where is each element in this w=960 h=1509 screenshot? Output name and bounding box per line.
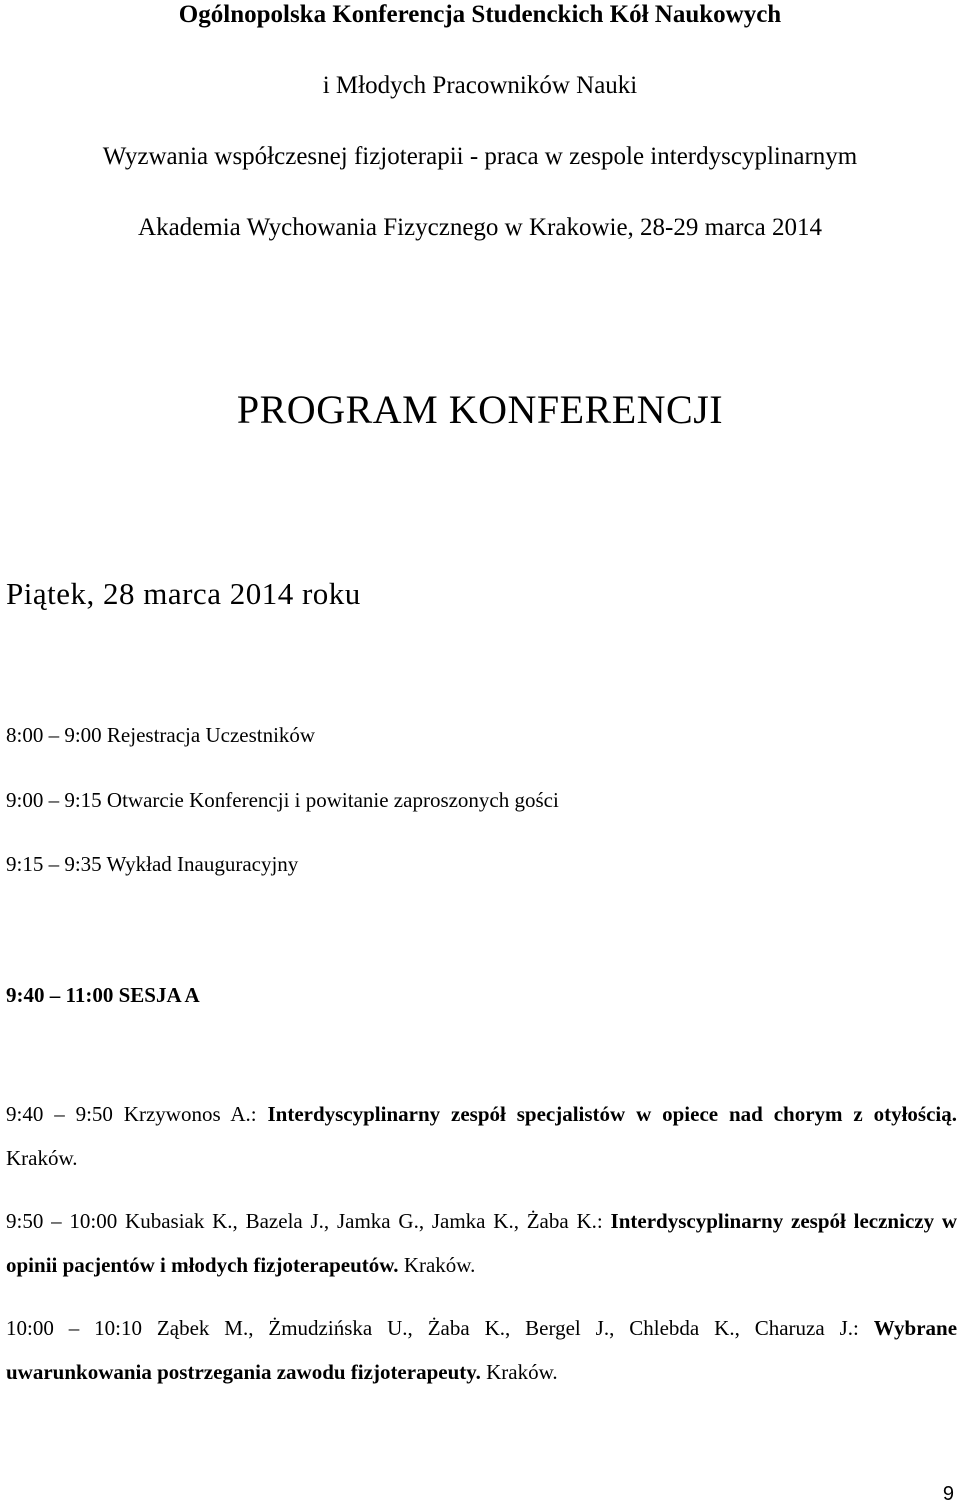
talk-authors: Ząbek M., Żmudzińska U., Żaba K., Bergel J., Chlebda K., Charuza J.: bbox=[156, 1316, 859, 1340]
program-title: PROGRAM KONFERENCJI bbox=[236, 387, 724, 432]
talk-entry bbox=[6, 1199, 957, 1287]
conference-title-line-2: i Młodych Pracowników Nauki bbox=[322, 72, 638, 99]
talk-title: Wybrane uwarunkowania postrzegania zawodu fizjoterapeuty. bbox=[6, 1316, 958, 1384]
session-title: SESJA A bbox=[118, 983, 200, 1007]
session-time: 9:40 – 11:00 bbox=[6, 983, 114, 1007]
schedule-item bbox=[6, 854, 298, 875]
schedule-time: 9:00 – 9:15 bbox=[6, 788, 102, 812]
talk-entry bbox=[6, 1306, 957, 1394]
talk-time: 9:50 – 10:00 bbox=[6, 1209, 118, 1233]
talk-time: 9:40 – 9:50 bbox=[6, 1102, 113, 1126]
conference-theme: Wyzwania współczesnej fizjoterapii - praca w zespole interdyscyplinarnym bbox=[102, 143, 858, 170]
schedule-item bbox=[6, 725, 315, 746]
schedule-time: 9:15 – 9:35 bbox=[6, 852, 102, 876]
schedule-time: 8:00 – 9:00 bbox=[6, 723, 102, 747]
session-heading bbox=[6, 985, 200, 1006]
talk-entry bbox=[6, 1092, 957, 1180]
schedule-event: Rejestracja Uczestników bbox=[106, 723, 316, 747]
conference-venue-date: Akademia Wychowania Fizycznego w Krakowie, 28-29 marca 2014 bbox=[138, 214, 822, 241]
conference-title-line-1: Ogólnopolska Konferencja Studenckich Kół Naukowych bbox=[178, 1, 782, 28]
talk-authors: Kubasiak K., Bazela J., Jamka G., Jamka K., Żaba K.: bbox=[125, 1209, 603, 1233]
talk-title: Interdyscyplinarny zespół leczniczy w opinii pacjentów i młodych fizjoterapeutów. bbox=[6, 1209, 958, 1277]
schedule-event: Otwarcie Konferencji i powitanie zaproszonych gości bbox=[106, 788, 559, 812]
page-number: 9 bbox=[942, 1483, 954, 1505]
talk-city: Kraków. bbox=[403, 1253, 476, 1277]
schedule-event: Wykład Inauguracyjny bbox=[106, 852, 299, 876]
talk-city: Kraków. bbox=[486, 1360, 558, 1384]
schedule-item bbox=[6, 790, 559, 811]
talk-title: Interdyscyplinarny zespół specjalistów w opiece nad chorym z otyłością. bbox=[267, 1102, 957, 1126]
talk-city: Kraków. bbox=[6, 1146, 78, 1170]
talk-authors: Krzywonos A.: bbox=[123, 1102, 257, 1126]
talk-time: 10:00 – 10:10 bbox=[6, 1316, 142, 1340]
day-title: Piątek, 28 marca 2014 roku bbox=[6, 576, 361, 611]
